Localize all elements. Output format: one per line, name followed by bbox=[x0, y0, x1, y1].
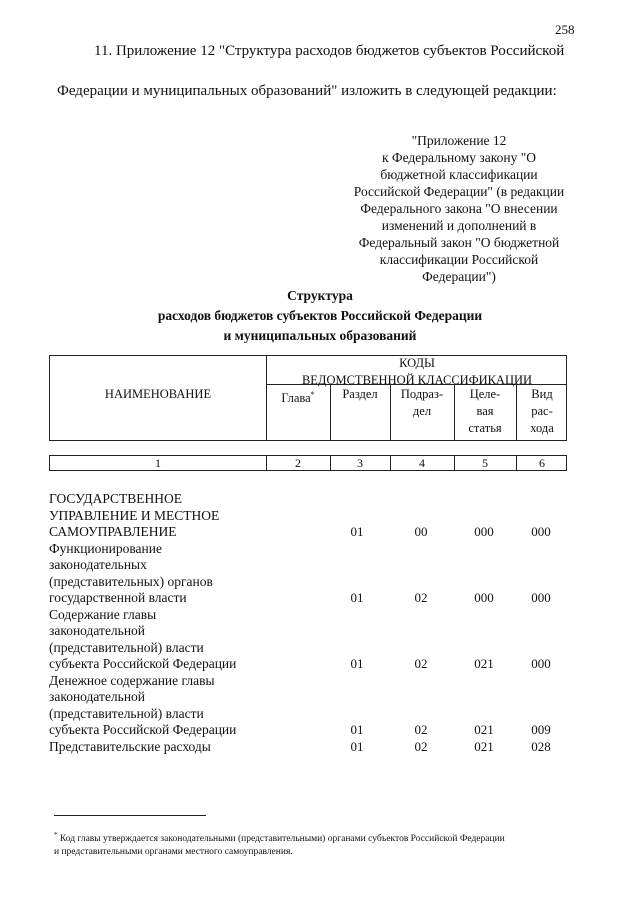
footnote-line: и представительными органами местного самоуправления. bbox=[54, 846, 293, 857]
header-razdel: Раздел bbox=[342, 387, 378, 401]
row-name-line: Денежное содержание главы bbox=[49, 672, 215, 688]
intro-line-2: Федерации и муниципальных образований" изложить в следующей редакции: bbox=[57, 83, 557, 99]
code-podrazdel: 02 bbox=[414, 590, 428, 605]
header-celevaya bbox=[454, 386, 516, 437]
row-name bbox=[49, 739, 289, 756]
header-codes-line: КОДЫ bbox=[399, 356, 435, 370]
code-celevaya: 021 bbox=[474, 656, 494, 671]
header-codes-line: ВЕДОМСТВЕННОЙ КЛАССИФИКАЦИИ bbox=[301, 373, 533, 387]
footnote bbox=[54, 829, 594, 858]
appendix-reference bbox=[330, 132, 588, 285]
row-name-line: законодательных bbox=[49, 557, 147, 572]
code-podrazdel: 02 bbox=[414, 738, 428, 754]
table-header bbox=[49, 355, 567, 441]
document-title bbox=[110, 286, 530, 346]
appendix-line: Федерации") bbox=[422, 269, 496, 284]
appendix-line: Федеральный закон "О бюджетной bbox=[358, 235, 560, 250]
code-vid: 000 bbox=[531, 590, 551, 605]
code-razdel: 01 bbox=[350, 738, 364, 754]
table-row bbox=[49, 739, 589, 756]
row-name-line: законодательной bbox=[49, 689, 146, 704]
table-row bbox=[49, 673, 589, 739]
table-body bbox=[49, 491, 589, 755]
header-podrazdel-line: Подраз- bbox=[400, 387, 444, 401]
header-celevaya-line: статья bbox=[468, 421, 502, 435]
row-name bbox=[49, 491, 249, 541]
header-glava-mark: * bbox=[310, 390, 315, 399]
row-name-line: Представительские расходы bbox=[49, 738, 211, 754]
header-vid-line: хода bbox=[530, 421, 554, 435]
title-line: расходов бюджетов субъектов Российской Федерации bbox=[157, 308, 483, 323]
page-number: 258 bbox=[555, 22, 575, 37]
column-number: 3 bbox=[357, 456, 363, 470]
header-vid bbox=[516, 386, 568, 437]
intro-line-1: 11. Приложение 12 "Структура расходов бюджетов субъектов Российской bbox=[94, 43, 565, 59]
row-name-line: (представительной) власти bbox=[49, 639, 204, 655]
code-celevaya: 000 bbox=[474, 524, 494, 539]
header-glava-label: Глава bbox=[281, 391, 311, 406]
header-glava bbox=[266, 386, 330, 407]
appendix-line: изменений и дополнений в bbox=[381, 218, 537, 233]
header-vid-line: Вид bbox=[531, 387, 553, 401]
appendix-line: Российской Федерации" (в редакции bbox=[353, 184, 565, 199]
row-name-line: законодательной bbox=[49, 623, 146, 638]
appendix-line: Федерального закона "О внесении bbox=[360, 201, 558, 216]
header-name: НАИМЕНОВАНИЕ bbox=[104, 387, 212, 401]
code-razdel: 01 bbox=[350, 656, 364, 671]
row-name-line: государственной власти bbox=[49, 590, 187, 605]
code-celevaya: 021 bbox=[474, 722, 494, 737]
appendix-line: бюджетной классификации bbox=[380, 167, 538, 182]
row-name-line: (представительной) власти bbox=[49, 705, 204, 721]
header-celevaya-line: вая bbox=[476, 404, 494, 418]
header-vid-line: рас- bbox=[531, 404, 553, 418]
column-number: 5 bbox=[482, 456, 488, 470]
row-name-line: УПРАВЛЕНИЕ И МЕСТНОЕ bbox=[49, 507, 220, 523]
row-name bbox=[49, 541, 249, 607]
appendix-line: классификации Российской bbox=[379, 252, 539, 267]
row-name-line: Функционирование bbox=[49, 540, 162, 556]
row-name bbox=[49, 607, 249, 673]
column-number-row bbox=[49, 455, 567, 471]
row-name bbox=[49, 673, 249, 739]
code-vid: 028 bbox=[531, 738, 551, 754]
code-podrazdel: 02 bbox=[414, 656, 428, 671]
footnote-mark: * bbox=[54, 831, 58, 839]
footnote-text: Код главы утверждается законодательными (представительными) органами субъектов Российской Федерации bbox=[59, 834, 505, 845]
code-vid: 000 bbox=[531, 524, 551, 539]
row-name-line: Содержание главы bbox=[49, 606, 157, 622]
row-name-line: САМОУПРАВЛЕНИЕ bbox=[49, 524, 177, 539]
row-name-line: ГОСУДАРСТВЕННОЕ bbox=[49, 491, 183, 506]
row-name-line: субъекта Российской Федерации bbox=[49, 722, 237, 737]
code-podrazdel: 02 bbox=[414, 722, 428, 737]
header-celevaya-line: Целе- bbox=[469, 387, 501, 401]
appendix-line: "Приложение 12 bbox=[411, 133, 507, 148]
title-line: Структура bbox=[287, 288, 353, 303]
footnote-divider bbox=[54, 815, 206, 816]
row-name-line: субъекта Российской Федерации bbox=[49, 656, 237, 671]
appendix-line: к Федеральному закону "О bbox=[382, 150, 536, 165]
header-codes-group bbox=[266, 355, 568, 389]
footnote-line bbox=[54, 829, 594, 846]
header-podrazdel bbox=[390, 386, 454, 420]
code-razdel: 01 bbox=[350, 524, 364, 539]
title-line: и муниципальных образований bbox=[223, 328, 417, 343]
column-number: 1 bbox=[155, 456, 161, 470]
code-vid: 000 bbox=[531, 656, 551, 671]
table-row bbox=[49, 491, 589, 541]
table-row bbox=[49, 541, 589, 607]
table-row bbox=[49, 607, 589, 673]
column-number: 4 bbox=[419, 456, 425, 470]
column-number: 2 bbox=[295, 456, 301, 470]
code-razdel: 01 bbox=[350, 722, 364, 737]
code-celevaya: 021 bbox=[474, 738, 494, 754]
column-number: 6 bbox=[539, 456, 545, 470]
code-razdel: 01 bbox=[350, 590, 364, 605]
header-podrazdel-line: дел bbox=[412, 404, 432, 418]
code-vid: 009 bbox=[531, 722, 551, 737]
code-celevaya: 000 bbox=[474, 590, 494, 605]
code-podrazdel: 00 bbox=[414, 524, 428, 539]
row-name-line: (представительных) органов bbox=[49, 573, 213, 589]
